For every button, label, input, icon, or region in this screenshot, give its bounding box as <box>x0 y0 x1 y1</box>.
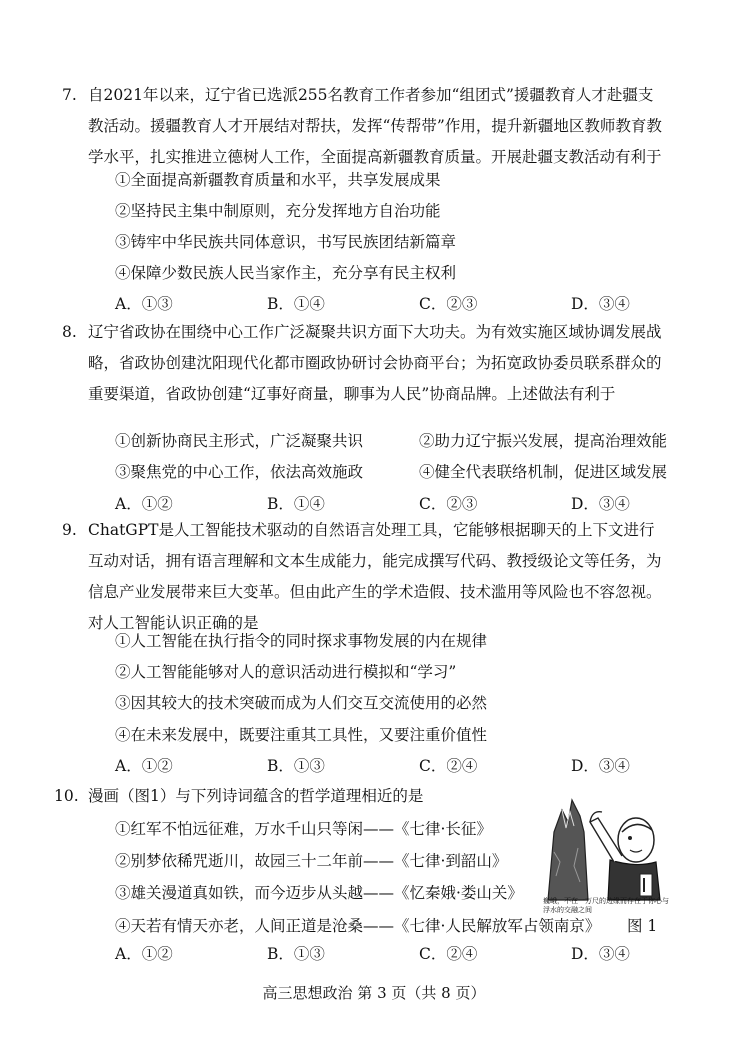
question-10-number: 10. <box>54 787 79 805</box>
q8-answer-a: A．①② <box>115 495 173 513</box>
climber-person-icon <box>590 812 660 900</box>
cartoon-figure <box>540 792 670 907</box>
q8-option-4: ④健全代表联络机制，促进区域发展 <box>419 463 668 481</box>
q9-option-3: ③因其较大的技术突破而成为人们交互交流使用的必然 <box>115 694 488 712</box>
q9-answer-b: B．①③ <box>267 757 325 775</box>
q10-option-2: ②别梦依稀咒逝川，故园三十二年前——《七律·到韶山》 <box>115 852 508 870</box>
q10-answer-a: A．①② <box>115 945 173 963</box>
page-footer: 高三思想政治 第 3 页（共 8 页） <box>262 984 486 1002</box>
q9-answer-c: C．②④ <box>419 757 478 775</box>
question-10-text: 漫画（图1）与下列诗词蕴含的哲学道理相近的是 <box>88 787 424 805</box>
q10-option-1: ①红军不怕远征难，万水千山只等闲——《七律·长征》 <box>115 820 492 838</box>
q8-option-1: ①创新协商民主形式，广泛凝聚共识 <box>115 432 364 450</box>
q7-answer-a: A．①③ <box>115 295 173 313</box>
q7-answer-c: C．②③ <box>419 295 478 313</box>
q10-answer-d: D．③④ <box>571 945 630 963</box>
q8-answer-c: C．②③ <box>419 495 478 513</box>
q10-option-4: ④天若有情天亦老，人间正道是沧桑——《七律·人民解放军占领南京》 <box>115 917 601 935</box>
question-9-text: ChatGPT是人工智能技术驱动的自然语言处理工具，它能够根据聊天的上下文进行互动对话，拥有语言理解和文本生成能力，能完成撰写代码、教授级论文等任务，为信息产业发展带来巨大变革。但由此产生的学术造假、技术滥用等风险也不容忽视。对人工智能认识正确的是 <box>88 521 662 632</box>
mountain-peak-icon <box>548 800 588 900</box>
question-10-stem <box>54 781 528 812</box>
q9-option-4: ④在未来发展中，既要注重其工具性，又要注重价值性 <box>115 726 488 744</box>
question-9-number: 9. <box>62 521 77 539</box>
question-7-text: 自2021年以来，辽宁省已选派255名教育工作者参加“组团式”援疆教育人才赴疆支教活动。援疆教育人才开展结对帮扶，发挥“传帮带”作用，提升新疆地区教师教育教学水平，扎实推进立德树人工作，全面提高新疆教育质量。开展赴疆支教活动有利于 <box>88 86 662 166</box>
q7-answer-d: D．③④ <box>571 295 630 313</box>
q8-option-2: ②助力辽宁振兴发展，提高治理效能 <box>419 432 668 450</box>
q7-option-1: ①全面提高新疆教育质量和水平，共享发展成果 <box>115 171 441 189</box>
question-7-number: 7. <box>62 86 77 104</box>
q10-option-3: ③雄关漫道真如铁，而今迈步从头越——《忆秦娥·娄山关》 <box>115 884 523 902</box>
figure-1-label: 图 1 <box>627 917 658 935</box>
q7-option-3: ③铸牢中华民族共同体意识，书写民族团结新篇章 <box>115 233 457 251</box>
q10-answer-c: C．②④ <box>419 945 478 963</box>
q8-answer-d: D．③④ <box>571 495 630 513</box>
question-9-stem <box>62 515 668 639</box>
q10-answer-b: B．①③ <box>267 945 325 963</box>
question-8-text: 辽宁省政协在围绕中心工作广泛凝聚共识方面下大功夫。为有效实施区域协调发展战略，省政协创建沈阳现代化都市圈政协研讨会协商平台；为拓宽政协委员联系群众的重要渠道，省政协创建“辽事好商量，聊事为人民”协商品牌。上述做法有利于 <box>88 323 662 403</box>
q7-answer-b: B．①④ <box>267 295 325 313</box>
q7-option-2: ②坚持民主集中制原则，充分发挥地方自治功能 <box>115 202 441 220</box>
q9-option-1: ①人工智能在执行指令的同时探求事物发展的内在规律 <box>115 632 488 650</box>
q9-answer-d: D．③④ <box>571 757 630 775</box>
q9-option-2: ②人工智能能够对人的意识活动进行模拟和“学习” <box>115 663 457 681</box>
q8-answer-b: B．①④ <box>267 495 325 513</box>
question-8-stem <box>62 317 668 410</box>
question-7-stem <box>62 80 668 173</box>
q8-option-3: ③聚焦党的中心工作，依法高效施政 <box>115 463 364 481</box>
q9-answer-a: A．①② <box>115 757 173 775</box>
question-8-number: 8. <box>62 323 77 341</box>
cartoon-caption: 巍峨，不在一万尺的边缘而存在于你心与浮水的交融之间 <box>543 897 669 914</box>
q7-option-4: ④保障少数民族人民当家作主，充分享有民主权利 <box>115 264 457 282</box>
